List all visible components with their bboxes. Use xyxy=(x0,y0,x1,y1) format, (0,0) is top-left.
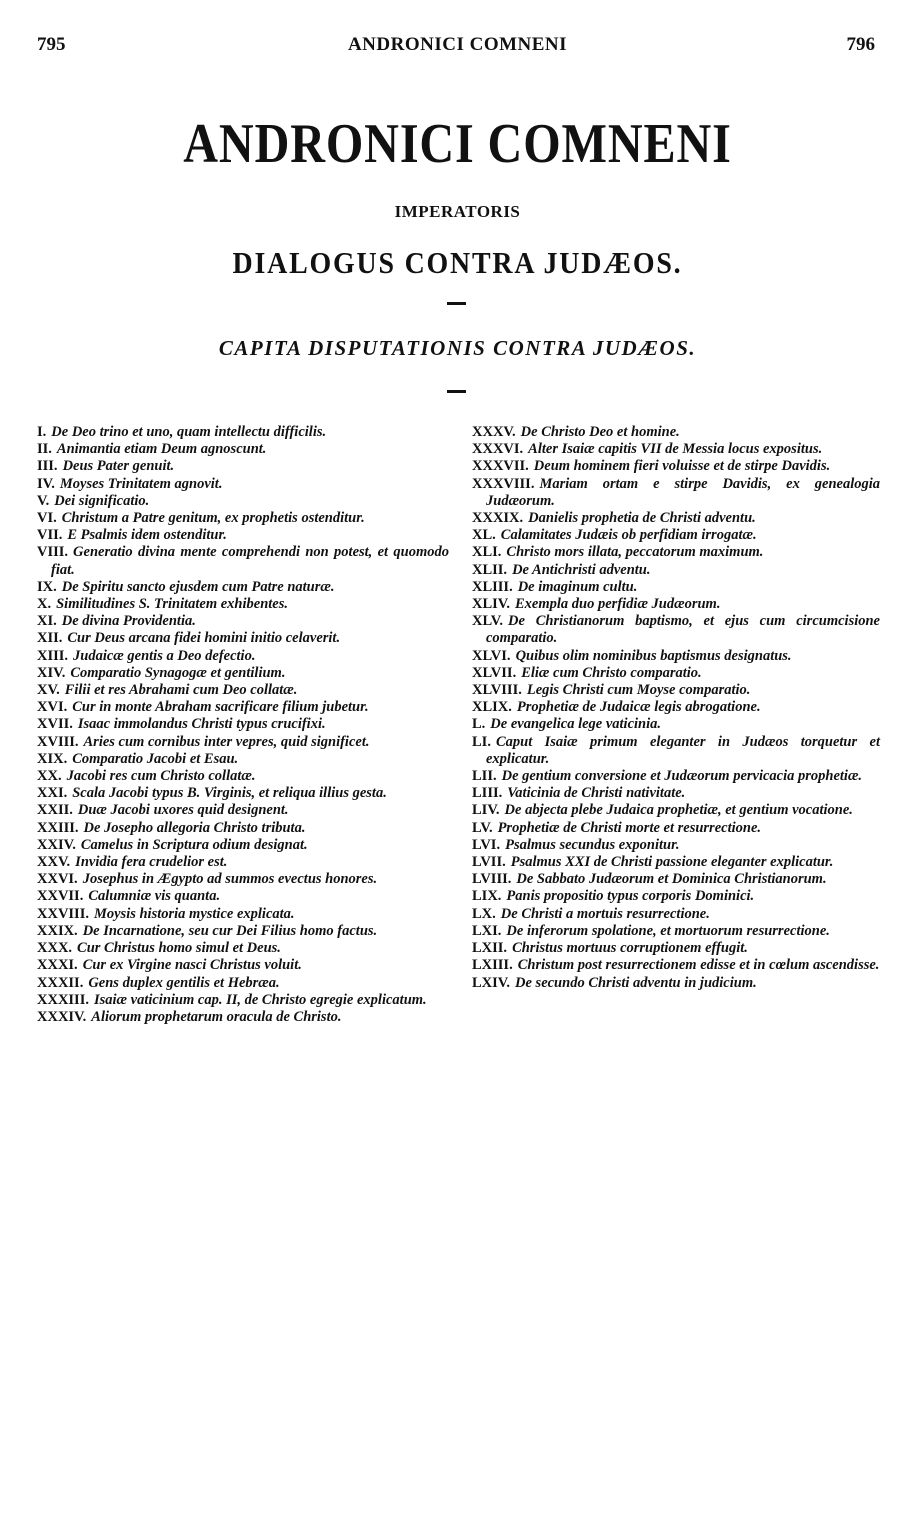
chapter-title: De divina Providentia. xyxy=(61,613,196,630)
chapter-entry xyxy=(472,544,880,561)
chapter-number: LX. xyxy=(472,905,496,922)
chapter-title: Aliorum prophetarum oracula de Christo. xyxy=(91,1008,342,1025)
chapter-title: Comparatio Jacobi et Esau. xyxy=(72,750,239,767)
chapter-number: LVIII. xyxy=(472,871,512,888)
divider-rule xyxy=(447,390,466,393)
chapter-entry xyxy=(37,424,449,441)
chapter-title: Cur in monte Abraham sacrificare filium jubetur. xyxy=(72,699,369,716)
chapter-number: LIV. xyxy=(472,802,500,819)
chapter-entry xyxy=(37,527,449,544)
chapter-entry xyxy=(37,992,449,1009)
chapter-entry xyxy=(37,768,449,785)
chapter-number: IV. xyxy=(37,475,55,492)
chapter-entry xyxy=(472,871,880,888)
chapter-number: XXXVII. xyxy=(472,458,529,475)
chapter-number: XLIII. xyxy=(472,578,513,595)
chapter-entry xyxy=(37,544,449,578)
chapter-entry xyxy=(37,975,449,992)
chapter-title: Moysis historia mystice explicata. xyxy=(93,905,295,922)
chapter-number: LXIII. xyxy=(472,957,513,974)
chapter-entry xyxy=(472,510,880,527)
chapter-number: XI. xyxy=(37,613,57,630)
chapter-number: XLI. xyxy=(472,544,502,561)
chapter-number: XXIII. xyxy=(37,819,79,836)
chapter-number: XXXI. xyxy=(37,957,78,974)
chapter-number: XII. xyxy=(37,630,63,647)
chapter-title: Dei significatio. xyxy=(54,492,150,509)
chapter-entry xyxy=(37,476,449,493)
chapter-title: Isaac immolandus Christi typus crucifixi. xyxy=(77,716,326,733)
chapter-title: Calumniæ vis quanta. xyxy=(88,888,221,905)
chapter-entry xyxy=(37,596,449,613)
chapter-title: Christum post resurrectionem edisse et in cœlum ascendisse. xyxy=(517,957,880,974)
chapter-title: Invidia fera crudelior est. xyxy=(75,854,228,871)
chapter-title: Alter Isaiæ capitis VII de Messia locus expositus. xyxy=(528,441,823,458)
chapter-entry xyxy=(37,837,449,854)
chapter-number: XLII. xyxy=(472,561,508,578)
chapter-entry xyxy=(472,734,880,768)
chapter-entry xyxy=(472,441,880,458)
chapter-title: De Sabbato Judæorum et Dominica Christianorum. xyxy=(516,871,827,888)
chapter-entry xyxy=(37,648,449,665)
chapter-number: XXI. xyxy=(37,785,68,802)
chapter-entry xyxy=(472,906,880,923)
chapter-title: Isaiæ vaticinium cap. II, de Christo egregie explicatum. xyxy=(93,991,427,1008)
chapter-title: E Psalmis idem ostenditur. xyxy=(67,527,227,544)
chapter-number: XVI. xyxy=(37,699,68,716)
chapter-number: II. xyxy=(37,441,52,458)
chapter-entry xyxy=(37,510,449,527)
chapter-title: Jacobi res cum Christo collatæ. xyxy=(66,768,256,785)
chapter-entry xyxy=(472,802,880,819)
chapter-number: XIV. xyxy=(37,664,66,681)
chapter-number: XXII. xyxy=(37,802,73,819)
chapter-number: XXXIV. xyxy=(37,1008,87,1025)
chapter-entry xyxy=(472,940,880,957)
chapter-number: V. xyxy=(37,492,50,509)
chapter-number: XXXIX. xyxy=(472,510,524,527)
chapter-entry xyxy=(472,424,880,441)
chapter-title: Eliæ cum Christo comparatio. xyxy=(521,664,702,681)
chapter-number: XXXVI. xyxy=(472,441,524,458)
chapter-title: Scala Jacobi typus B. Virginis, et reliqua illius gesta. xyxy=(72,785,387,802)
chapter-number: XXVII. xyxy=(37,888,84,905)
chapter-title: Calamitates Judæis ob perfidiam irrogatæ. xyxy=(500,527,757,544)
section-heading: CAPITA DISPUTATIONIS CONTRA JUDÆOS. xyxy=(218,336,697,360)
chapter-number: XXV. xyxy=(37,854,71,871)
chapter-number: III. xyxy=(37,458,58,475)
chapter-number: LIII. xyxy=(472,785,503,802)
chapter-entry xyxy=(472,682,880,699)
chapter-entry xyxy=(37,820,449,837)
chapter-title: Aries cum cornibus inter vepres, quid significet. xyxy=(83,733,370,750)
chapter-title: Duæ Jacobi uxores quid designent. xyxy=(77,802,289,819)
chapter-entry xyxy=(472,957,880,974)
chapter-entry xyxy=(472,785,880,802)
chapter-entry xyxy=(472,975,880,992)
chapter-title: Christo mors illata, peccatorum maximum. xyxy=(506,544,764,561)
chapter-number: LI. xyxy=(472,733,491,750)
chapter-entry xyxy=(37,458,449,475)
chapter-entry xyxy=(37,716,449,733)
chapter-list-right xyxy=(472,424,880,992)
chapter-number: LVI. xyxy=(472,836,501,853)
chapter-title: Exempla duo perfidiæ Judæorum. xyxy=(515,596,721,613)
chapter-number: LII. xyxy=(472,768,497,785)
chapter-entry xyxy=(472,699,880,716)
chapter-entry xyxy=(37,493,449,510)
chapter-title: De Christo Deo et homine. xyxy=(520,424,680,440)
chapter-title: Similitudines S. Trinitatem exhibentes. xyxy=(56,596,289,613)
chapter-number: XLVI. xyxy=(472,647,511,664)
chapter-title: Vaticinia de Christi nativitate. xyxy=(507,785,686,802)
running-title: ANDRONICI COMNENI xyxy=(347,34,568,55)
main-title: ANDRONICI COMNENI xyxy=(183,113,732,175)
page-number-left: 795 xyxy=(37,34,66,55)
chapter-number: XLV. xyxy=(472,613,504,630)
chapter-title: Caput Isaiæ primum eleganter in Judæos torquetur et explicatur. xyxy=(486,733,880,767)
chapter-entry xyxy=(37,579,449,596)
running-head xyxy=(0,34,915,60)
chapter-title: Cur Christus homo simul et Deus. xyxy=(77,940,281,957)
chapter-entry xyxy=(472,820,880,837)
chapter-title: Danielis prophetia de Christi adventu. xyxy=(528,510,756,527)
chapter-number: XXXVIII. xyxy=(472,475,535,492)
chapter-title: Cur Deus arcana fidei homini initio celaverit. xyxy=(67,630,341,647)
chapter-entry xyxy=(37,734,449,751)
chapter-number: LV. xyxy=(472,819,493,836)
chapter-title: Gens duplex gentilis et Hebræa. xyxy=(88,974,280,991)
chapter-number: XXVI. xyxy=(37,871,78,888)
chapter-entry xyxy=(472,837,880,854)
chapter-entry xyxy=(37,699,449,716)
chapter-entry xyxy=(37,854,449,871)
chapter-number: XXIX. xyxy=(37,922,78,939)
chapter-title: De Spiritu sancto ejusdem cum Patre naturæ. xyxy=(61,578,335,595)
chapter-title: Judaicæ gentis a Deo defectio. xyxy=(73,647,256,664)
chapter-number: XLIV. xyxy=(472,596,511,613)
chapter-entry xyxy=(37,957,449,974)
chapter-entry xyxy=(37,906,449,923)
chapter-number: XLVIII. xyxy=(472,682,522,699)
chapter-title: De evangelica lege vaticinia. xyxy=(490,716,662,733)
work-title: DIALOGUS CONTRA JUDÆOS. xyxy=(232,245,683,280)
chapter-entry xyxy=(37,613,449,630)
chapter-number: VIII. xyxy=(37,544,69,561)
chapter-title: De Deo trino et uno, quam intellectu difficilis. xyxy=(51,424,327,440)
chapter-entry xyxy=(472,579,880,596)
chapter-title: De Christi a mortuis resurrectione. xyxy=(500,905,710,922)
chapter-number: XV. xyxy=(37,682,60,699)
chapter-entry xyxy=(472,613,880,647)
chapter-title: Mariam ortam e stirpe Davidis, ex genealogia Judæorum. xyxy=(486,475,880,509)
chapter-number: XX. xyxy=(37,768,62,785)
chapter-title: De abjecta plebe Judaica prophetiæ, et gentium vocatione. xyxy=(504,802,853,819)
chapter-entry xyxy=(37,682,449,699)
chapter-title: De imaginum cultu. xyxy=(517,578,638,595)
chapter-number: XLIX. xyxy=(472,699,512,716)
chapter-number: XXXIII. xyxy=(37,991,89,1008)
chapter-title: De Antichristi adventu. xyxy=(512,561,651,578)
chapter-title: Deus Pater genuit. xyxy=(62,458,175,475)
chapter-number: VII. xyxy=(37,527,63,544)
chapter-number: XL. xyxy=(472,527,496,544)
chapter-entry xyxy=(472,888,880,905)
chapter-list-left xyxy=(37,424,449,1026)
chapter-entry xyxy=(37,888,449,905)
chapter-title: Panis propositio typus corporis Dominici. xyxy=(506,888,755,905)
chapter-title: Generatio divina mente comprehendi non potest, et quomodo fiat. xyxy=(51,544,449,578)
chapter-number: XIX. xyxy=(37,750,68,767)
chapter-number: IX. xyxy=(37,578,57,595)
chapter-entry xyxy=(37,940,449,957)
chapter-entry xyxy=(37,630,449,647)
divider-rule xyxy=(447,302,466,305)
chapter-entry xyxy=(37,923,449,940)
chapter-title: De gentium conversione et Judæorum pervicacia prophetiæ. xyxy=(501,768,863,785)
chapter-number: LXI. xyxy=(472,922,502,939)
chapter-number: LXII. xyxy=(472,940,508,957)
chapter-number: XXIV. xyxy=(37,836,76,853)
chapter-number: X. xyxy=(37,596,52,613)
chapter-number: LIX. xyxy=(472,888,502,905)
chapter-title: De secundo Christi adventu in judicium. xyxy=(515,974,757,991)
subtitle: IMPERATORIS xyxy=(394,202,521,221)
chapter-title: Psalmus secundus exponitur. xyxy=(505,836,680,853)
chapter-number: L. xyxy=(472,716,486,733)
chapter-title: Deum hominem fieri voluisse et de stirpe Davidis. xyxy=(533,458,831,475)
chapter-entry xyxy=(472,716,880,733)
chapter-entry xyxy=(37,1009,449,1026)
chapter-entry xyxy=(37,785,449,802)
chapter-title: Christus mortuus corruptionem effugit. xyxy=(512,940,748,957)
chapter-entry xyxy=(472,562,880,579)
chapter-entry xyxy=(472,923,880,940)
chapter-entry xyxy=(472,854,880,871)
chapter-title: Camelus in Scriptura odium designat. xyxy=(80,836,308,853)
chapter-number: VI. xyxy=(37,510,57,527)
chapter-number: I. xyxy=(37,424,47,440)
chapter-title: Moyses Trinitatem agnovit. xyxy=(59,475,223,492)
chapter-entry xyxy=(37,665,449,682)
chapter-entry xyxy=(37,441,449,458)
chapter-entry xyxy=(472,648,880,665)
chapter-number: XXXV. xyxy=(472,424,516,440)
chapter-number: XVII. xyxy=(37,716,73,733)
chapter-number: XXX. xyxy=(37,940,73,957)
chapter-title: De inferorum spolatione, et mortuorum resurrectione. xyxy=(506,922,830,939)
chapter-entry xyxy=(472,458,880,475)
chapter-entry xyxy=(37,751,449,768)
chapter-title: Quibus olim nominibus baptismus designatus. xyxy=(515,647,792,664)
chapter-number: XIII. xyxy=(37,647,69,664)
chapter-entry xyxy=(472,596,880,613)
chapter-entry xyxy=(37,871,449,888)
chapter-entry xyxy=(472,476,880,510)
chapter-number: XXVIII. xyxy=(37,905,89,922)
chapter-number: XXXII. xyxy=(37,974,84,991)
chapter-title: Filii et res Abrahami cum Deo collatæ. xyxy=(64,682,298,699)
chapter-title: Christum a Patre genitum, ex prophetis ostenditur. xyxy=(61,510,365,527)
chapter-title: Prophetiæ de Christi morte et resurrectione. xyxy=(497,819,761,836)
page-number-right: 796 xyxy=(846,34,875,55)
chapter-title: Legis Christi cum Moyse comparatio. xyxy=(526,682,751,699)
chapter-title: Animantia etiam Deum agnoscunt. xyxy=(56,441,267,458)
chapter-title: Cur ex Virgine nasci Christus voluit. xyxy=(82,957,302,974)
chapter-title: Josephus in Ægypto ad summos evectus honores. xyxy=(82,871,378,888)
chapter-title: De Incarnatione, seu cur Dei Filius homo factus. xyxy=(82,922,378,939)
chapter-number: XLVII. xyxy=(472,664,517,681)
chapter-title: De Christianorum baptismo, et ejus cum circumcisione comparatio. xyxy=(486,613,880,647)
chapter-title: Psalmus XXI de Christi passione eleganter explicatur. xyxy=(510,854,834,871)
chapter-title: Prophetiæ de Judaicæ legis abrogatione. xyxy=(516,699,761,716)
chapter-number: LXIV. xyxy=(472,974,511,991)
chapter-entry xyxy=(472,527,880,544)
chapter-number: XVIII. xyxy=(37,733,79,750)
chapter-entry xyxy=(472,665,880,682)
chapter-title: De Josepho allegoria Christo tributa. xyxy=(83,819,306,836)
chapter-title: Comparatio Synagogæ et gentilium. xyxy=(70,664,286,681)
chapter-number: LVII. xyxy=(472,854,506,871)
chapter-entry xyxy=(37,802,449,819)
chapter-entry xyxy=(472,768,880,785)
